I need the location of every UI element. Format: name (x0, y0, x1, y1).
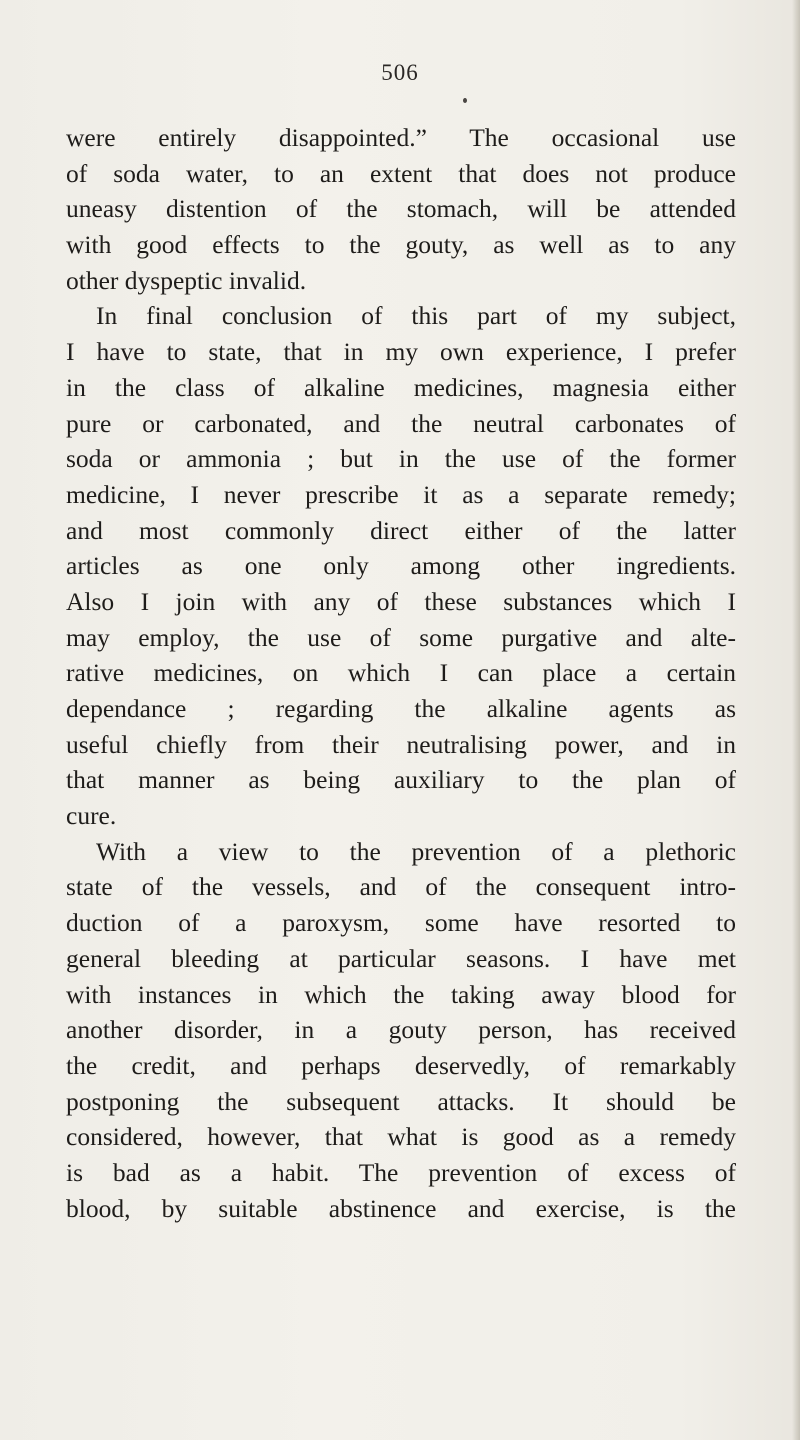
text-line: pure or carbonated, and the neutral carbonates of (66, 408, 736, 438)
text-line: general bleeding at particular seasons. I have met (66, 943, 736, 973)
text-line: that manner as being auxiliary to the plan of (66, 765, 736, 795)
text-line: state of the vessels, and of the consequent intro- (66, 872, 736, 902)
page-edge-shadow (792, 0, 800, 1440)
text-line: may employ, the use of some purgative and alte- (66, 622, 736, 652)
text-line: of soda water, to an extent that does not produce (66, 158, 736, 188)
text-line: with good effects to the gouty, as well as to any (66, 230, 736, 260)
text-line: is bad as a habit. The prevention of excess of (66, 1157, 736, 1187)
text-line: considered, however, that what is good as a remedy (66, 1122, 736, 1152)
page-number: 506 (381, 60, 419, 85)
text-line: the credit, and perhaps deservedly, of remarkably (66, 1050, 736, 1080)
text-line: in the class of alkaline medicines, magnesia either (66, 372, 736, 402)
text-line: postponing the subsequent attacks. It should be (66, 1086, 736, 1116)
text-line: other dyspeptic invalid. (66, 265, 307, 295)
paragraph-start-line: In final conclusion of this part of my subject, (96, 301, 736, 331)
body-text (66, 120, 736, 1226)
text-line: and most commonly direct either of the latter (66, 515, 736, 545)
text-line: were entirely disappointed.” The occasional use (66, 123, 736, 152)
text-line: blood, by suitable abstinence and exercise, is the (66, 1193, 736, 1223)
text-line: with instances in which the taking away blood for (66, 979, 736, 1009)
paragraph-start-line: With a view to the prevention of a plethoric (96, 836, 736, 866)
ink-speck (463, 98, 467, 103)
text-line: cure. (66, 801, 117, 831)
text-line: dependance ; regarding the alkaline agents as (66, 694, 736, 723)
text-line: duction of a paroxysm, some have resorted to (66, 908, 736, 938)
text-line: rative medicines, on which I can place a certain (66, 658, 736, 688)
text-line: I have to state, that in my own experience, I prefer (66, 337, 736, 367)
text-line: Also I join with any of these substances which I (66, 586, 736, 616)
text-line: useful chiefly from their neutralising power, and in (66, 729, 736, 759)
text-line: medicine, I never prescribe it as a separate remedy; (66, 479, 736, 509)
text-line: another disorder, in a gouty person, has received (66, 1015, 736, 1045)
text-line: soda or ammonia ; but in the use of the former (66, 444, 736, 474)
text-line: articles as one only among other ingredients. (66, 551, 736, 581)
text-line: uneasy distention of the stomach, will be attended (66, 194, 736, 224)
